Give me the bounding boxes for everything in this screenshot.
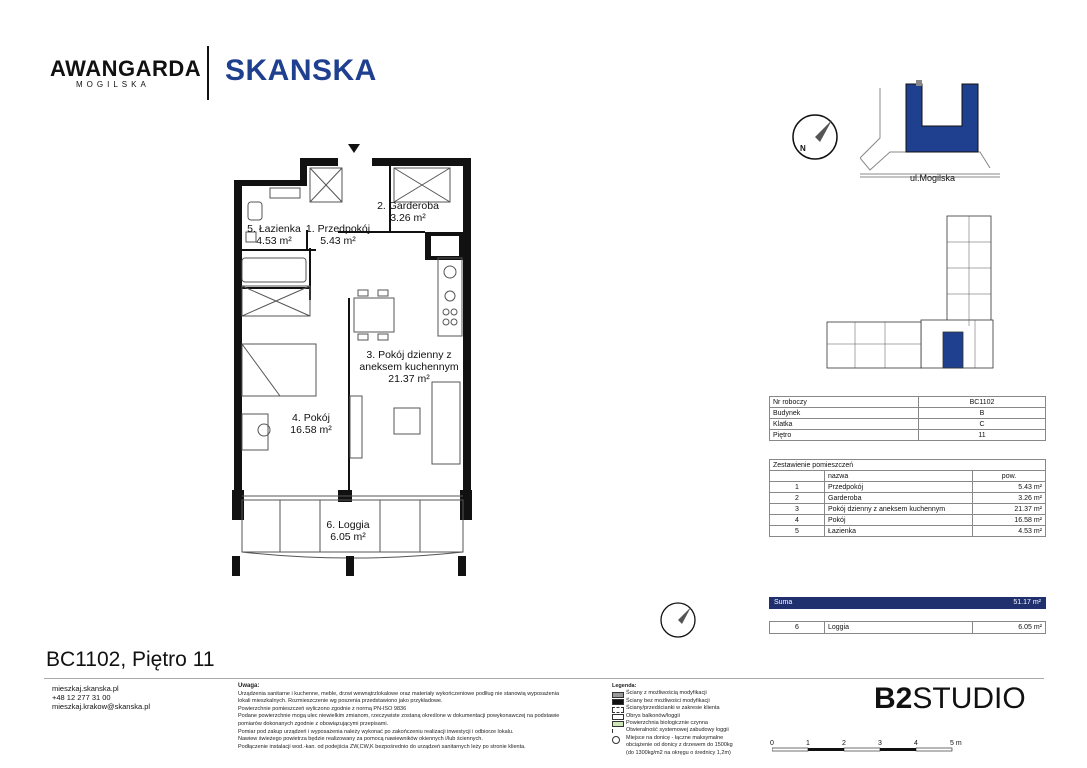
cell-name: Przedpokój bbox=[825, 482, 973, 493]
website-link[interactable]: mieszkaj.skanska.pl bbox=[52, 684, 119, 693]
table-header-row bbox=[770, 471, 1046, 482]
cell-area: 5.43 m² bbox=[973, 482, 1046, 493]
legend-swatch bbox=[612, 729, 623, 733]
cell-area: 4.53 m² bbox=[973, 526, 1046, 537]
compass-icon bbox=[790, 112, 840, 162]
living-furniture bbox=[350, 382, 460, 464]
scale-bar bbox=[772, 746, 972, 756]
cell-area: 3.26 m² bbox=[973, 493, 1046, 504]
scale-tick: 1 bbox=[806, 740, 810, 747]
sum-row bbox=[769, 597, 1046, 609]
note-line: Podłączenie instalacji wod.-kan. od podejścia ZW,CW,K bezpośrednio do urządzeń sanitarnych leży po stronie klienta. bbox=[238, 743, 526, 750]
skanska-logo: SKANSKA bbox=[225, 54, 377, 87]
room-area: 3.26 m² bbox=[390, 212, 426, 224]
cell-name: Pokój dzienny z aneksem kuchennym bbox=[825, 504, 973, 515]
notes-block bbox=[238, 683, 578, 751]
legend-item: Powierzchnia biologicznie czynna bbox=[612, 720, 782, 727]
table-row bbox=[770, 419, 1046, 430]
scale-tick: 2 bbox=[842, 740, 846, 747]
info-value: B bbox=[919, 408, 1046, 419]
info-label: Piętro bbox=[770, 430, 919, 441]
compass-letter: N bbox=[800, 144, 806, 153]
info-value: 11 bbox=[919, 430, 1046, 441]
logo-divider bbox=[207, 46, 209, 100]
unit-title: BC1102, Piętro 11 bbox=[46, 648, 215, 671]
studio-bold: B2 bbox=[874, 682, 913, 715]
legend-block bbox=[612, 683, 782, 757]
site-plan bbox=[860, 78, 1000, 178]
note-line: Urządzenia sanitarne i kuchenne, meble, drzwi wewnątrzlokalowe oraz materiały wykończeniowe podlług nie stanowią wyposażenia bbox=[238, 690, 559, 697]
note-line: Nawiew świeżego powietrza będzie realizowany za pomocą nawiewników okiennych i/lub ściennych. bbox=[238, 736, 483, 743]
room-area: 6.05 m² bbox=[330, 531, 366, 543]
legend-item: Obrys balkonów/loggii bbox=[612, 713, 782, 720]
cell-area: 6.05 m² bbox=[973, 622, 1046, 634]
info-label: Nr roboczy bbox=[770, 397, 919, 408]
email-link[interactable]: mieszkaj.krakow@skanska.pl bbox=[52, 702, 151, 711]
contact-block bbox=[52, 684, 150, 711]
table-row bbox=[770, 526, 1046, 537]
loggia-table bbox=[769, 621, 1046, 634]
unit-info-table bbox=[769, 396, 1046, 441]
room-name: 1. Przedpokój bbox=[305, 223, 371, 235]
room-label-przedpokoj bbox=[298, 223, 378, 247]
phone-number[interactable]: +48 12 277 31 00 bbox=[52, 693, 111, 702]
room-label-pokoj-dzienny bbox=[352, 349, 466, 385]
col-name: nazwa bbox=[825, 471, 973, 482]
table-row bbox=[770, 622, 1046, 634]
room-name: 3. Pokój dzienny z bbox=[366, 349, 452, 361]
b2studio-logo bbox=[874, 682, 1026, 716]
room-name: 6. Loggia bbox=[326, 519, 370, 531]
cell-area: 16.58 m² bbox=[973, 515, 1046, 526]
cell-nr: 4 bbox=[770, 515, 825, 526]
legend-item: Ściany z możliwością modyfikacji bbox=[612, 690, 782, 697]
mogilska-logo-subtitle: MOGILSKA bbox=[76, 80, 150, 89]
room-label-loggia bbox=[306, 519, 390, 543]
sum-value: 51.17 m² bbox=[1013, 599, 1041, 606]
sum-label: Suma bbox=[774, 599, 793, 606]
table-row bbox=[770, 504, 1046, 515]
cell-nr: 6 bbox=[770, 622, 825, 634]
table-row bbox=[770, 430, 1046, 441]
building-key-plan bbox=[825, 212, 1005, 384]
room-label-garderoba bbox=[366, 200, 450, 224]
notes-title: Uwaga: bbox=[238, 683, 260, 689]
scale-tick: 3 bbox=[878, 740, 882, 747]
table-row bbox=[770, 515, 1046, 526]
room-label-lazienka bbox=[244, 223, 304, 247]
legend-item: Miejsce na donicę - łączne maksymalne bbox=[612, 735, 782, 742]
loggia-posts bbox=[232, 556, 466, 576]
col-area: pow. bbox=[973, 471, 1046, 482]
table-row bbox=[770, 482, 1046, 493]
info-label: Klatka bbox=[770, 419, 919, 430]
cell-nr: 2 bbox=[770, 493, 825, 504]
room-label-pokoj bbox=[276, 412, 346, 436]
col-nr bbox=[770, 471, 825, 482]
info-value: C bbox=[919, 419, 1046, 430]
rooms-summary-table bbox=[769, 459, 1046, 537]
room-name: 4. Pokój bbox=[292, 412, 330, 424]
room-area: 4.53 m² bbox=[256, 235, 292, 247]
cell-nr: 1 bbox=[770, 482, 825, 493]
scale-tick: 5 m bbox=[950, 740, 962, 747]
table-title-row bbox=[770, 460, 1046, 471]
footer-divider bbox=[44, 678, 1044, 679]
cell-nr: 5 bbox=[770, 526, 825, 537]
entrance-arrow-icon bbox=[348, 144, 360, 153]
table-row bbox=[770, 493, 1046, 504]
room-name: 5. Łazienka bbox=[247, 223, 301, 235]
room-area: 21.37 m² bbox=[388, 373, 430, 385]
cell-name: Łazienka bbox=[825, 526, 973, 537]
scale-tick: 0 bbox=[770, 740, 774, 747]
note-line: Pomiar pod zakup urządzeń i wyposażenia należy wykonać po zakończeniu realizacji inwestycji i odbiorze lokalu. bbox=[238, 728, 514, 735]
cell-name: Pokój bbox=[825, 515, 973, 526]
legend-item: Ściany/przedścianki w zakresie klienta bbox=[612, 705, 782, 712]
room-name-line2: aneksem kuchennym bbox=[359, 361, 459, 373]
legend-title: Legenda: bbox=[612, 683, 637, 689]
table-row bbox=[770, 408, 1046, 419]
cell-area: 21.37 m² bbox=[973, 504, 1046, 515]
note-line: lokali mieszkalnych. Rozmieszczenie wg poszenia przedstawiono jako przykładowe. bbox=[238, 698, 443, 705]
cell-name: Loggia bbox=[825, 622, 973, 634]
compass-small-icon bbox=[658, 600, 698, 640]
room-area: 5.43 m² bbox=[320, 235, 356, 247]
scale-tick: 4 bbox=[914, 740, 918, 747]
table-row bbox=[770, 397, 1046, 408]
info-value: BC1102 bbox=[919, 397, 1046, 408]
note-line: Powierzchnie pomieszczeń wyliczono zgodnie z normą PN-ISO 9836 bbox=[238, 705, 407, 712]
table-title: Zestawienie pomieszczeń bbox=[770, 460, 1046, 471]
room-area: 16.58 m² bbox=[290, 424, 332, 436]
note-line: pomiarów dokonanych zgodnie z obowiązującymi przepisami. bbox=[238, 720, 389, 727]
awangarda-logo: AWANGARDA bbox=[50, 56, 202, 81]
street-label: ul.Mogilska bbox=[910, 173, 956, 183]
room-name: 2. Garderoba bbox=[377, 200, 439, 212]
info-label: Budynek bbox=[770, 408, 919, 419]
note-line: Podane powierzchnie mogą ulec niewielkim zmianom, rzeczywiste zostaną określone w dokumentacji powykonawczej na podstawie bbox=[238, 713, 560, 720]
dining-table bbox=[354, 290, 394, 340]
kitchen-counter bbox=[438, 258, 462, 336]
legend-item: Ściany bez możliwości modyfikacji bbox=[612, 698, 782, 705]
legend-item: obciążenie od donicy z drzewem do 1500kg bbox=[626, 742, 733, 749]
cell-name: Garderoba bbox=[825, 493, 973, 504]
legend-item: Otwieralność systemowej zabudowy loggii bbox=[612, 727, 782, 734]
studio-light: STUDIO bbox=[912, 682, 1026, 715]
legend-item: (do 1300kg/m2 na okręgu o średnicy 1,2m) bbox=[626, 749, 731, 756]
cell-nr: 3 bbox=[770, 504, 825, 515]
